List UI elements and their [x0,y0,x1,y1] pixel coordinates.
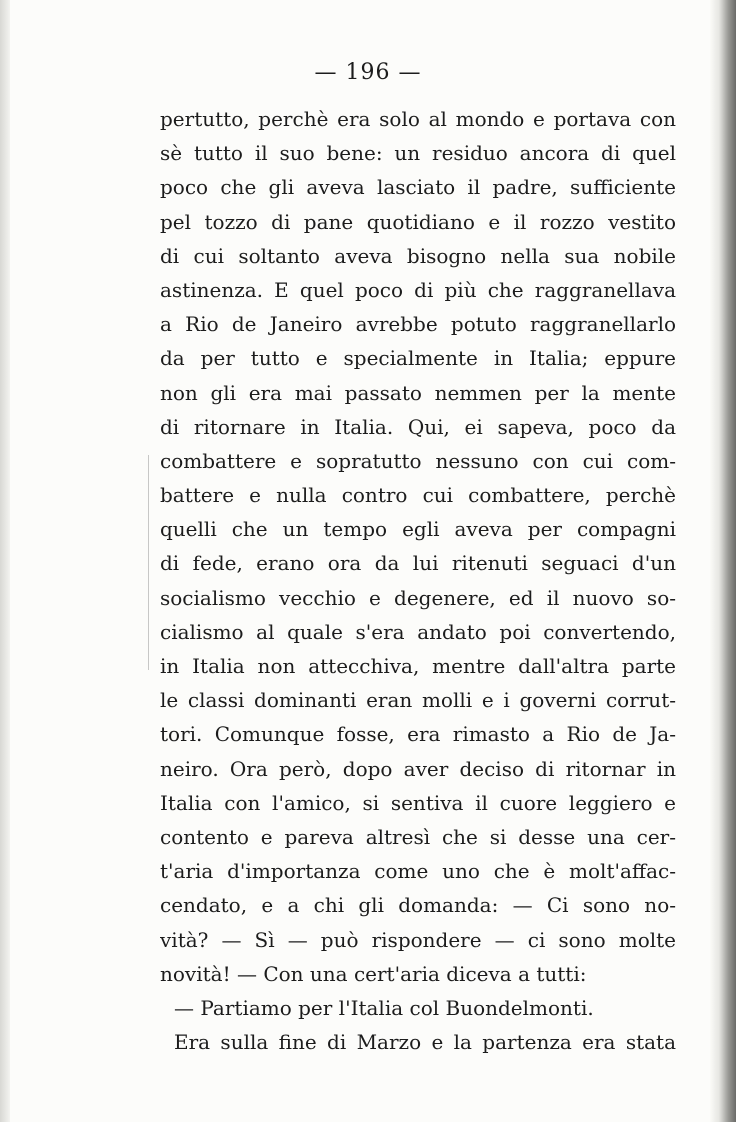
text-line: di ritornare in Italia. Qui, ei sapeva, poco da [160,414,676,439]
text-line: t'aria d'importanza come uno che è molt'affac- [160,859,676,884]
page-left-edge [0,0,10,1122]
text-line: tori. Comunque fosse, era rimasto a Rio de Ja- [160,722,676,747]
text-line: di fede, erano ora da lui ritenuti seguaci d'un [160,551,676,576]
text-line: socialismo vecchio e degenere, ed il nuovo so- [160,585,676,610]
text-line: vità? — Sì — può rispondere — ci sono molte [160,927,676,952]
text-line: di cui soltanto aveva bisogno nella sua nobile [160,243,676,268]
page-binding-edge [710,0,736,1122]
text-line: combattere e sopratutto nessuno con cui com- [160,448,676,473]
text-line: pertutto, perchè era solo al mondo e portava con [160,107,676,131]
text-line: battere e nulla contro cui combattere, perchè [160,483,676,508]
text-line: cendato, e a chi gli domanda: — Ci sono no- [160,893,676,918]
text-line: poco che gli aveva lasciato il padre, sufficiente [160,175,676,200]
text-line: da per tutto e specialmente in Italia; eppure [160,346,676,371]
text-line: astinenza. E quel poco di più che raggranellava [160,277,676,302]
text-line: pel tozzo di pane quotidiano e il rozzo vestito [160,209,676,234]
text-line: cialismo al quale s'era andato poi convertendo, [160,619,676,644]
text-line: sè tutto il suo bene: un residuo ancora di quel [160,141,676,166]
text-line: Italia con l'amico, si sentiva il cuore leggiero e [160,790,676,815]
text-line: neiro. Ora però, dopo aver deciso di ritornar in [160,756,676,781]
text-line: non gli era mai passato nemmen per la mente [160,380,676,405]
dialogue-line: — Partiamo per l'Italia col Buondelmonti. [174,995,594,1020]
text-line: a Rio de Janeiro avrebbe potuto raggranellarlo [160,312,676,337]
text-line: quelli che un tempo egli aveva per compagni [160,517,676,542]
body-text [160,102,676,1059]
margin-pencil-mark [148,455,151,670]
text-line: novità! — Con una cert'aria diceva a tutti: [160,961,587,986]
text-line: in Italia non attecchiva, mentre dall'altra parte [160,654,676,678]
text-line: le classi dominanti eran molli e i governi corrut- [160,688,676,713]
paragraph-start-line: Era sulla fine di Marzo e la partenza era stata [174,1030,676,1055]
page-number: — 196 — [314,60,422,85]
text-line: contento e pareva altresì che si desse una cer- [160,824,676,849]
